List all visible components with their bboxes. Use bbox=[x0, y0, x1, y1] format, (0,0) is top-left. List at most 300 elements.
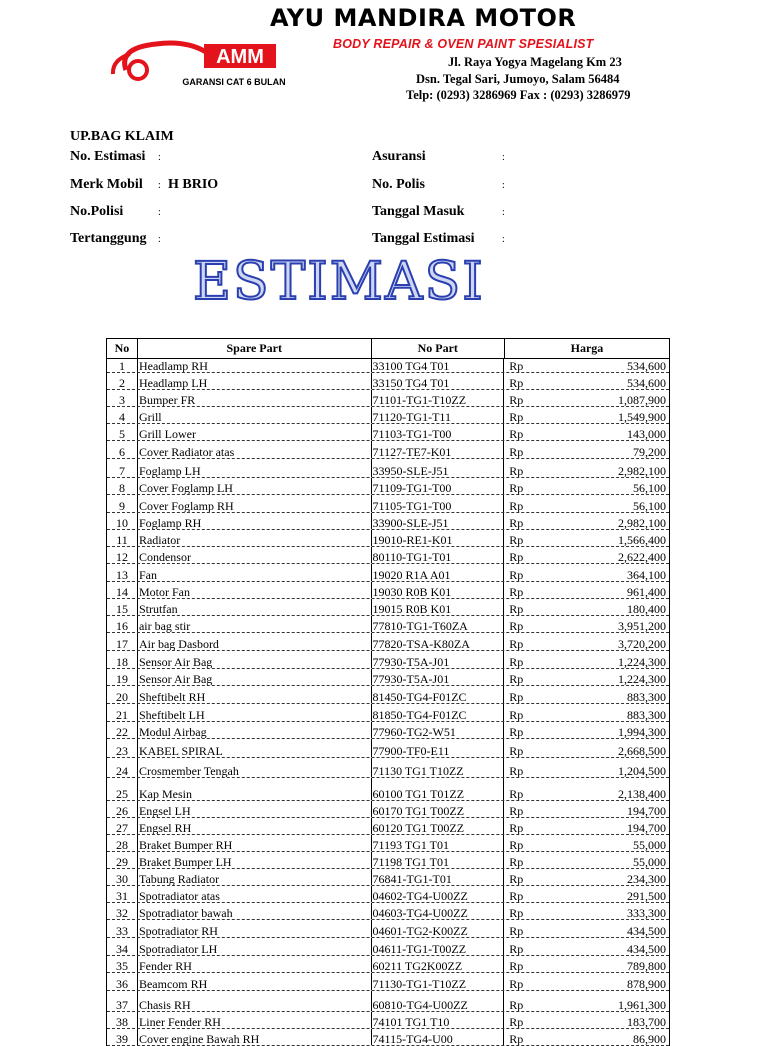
no-polis-label: No. Polis bbox=[372, 177, 425, 192]
company-logo bbox=[108, 30, 308, 96]
row-spare-part: Grill bbox=[138, 407, 372, 423]
row-currency: Rp bbox=[509, 516, 524, 529]
table-row bbox=[107, 704, 669, 722]
row-no-part: 71101-TG1-T10ZZ bbox=[372, 390, 505, 406]
row-spare-part: Headlamp LH bbox=[138, 373, 372, 389]
row-harga bbox=[504, 669, 669, 685]
row-spare-part: Engsel LH bbox=[138, 801, 372, 817]
row-no: 2 bbox=[107, 373, 138, 389]
row-no: 36 bbox=[107, 973, 138, 990]
table-row bbox=[107, 852, 669, 869]
row-no-part: 04611-TG1-T00ZZ bbox=[372, 938, 505, 955]
row-no-part: 80110-TG1-T01 bbox=[372, 547, 505, 563]
row-harga bbox=[504, 835, 669, 851]
row-amount: 961,400 bbox=[627, 585, 667, 598]
row-spare-part: Air bag Dasbord bbox=[138, 633, 372, 650]
row-amount: 364,100 bbox=[627, 568, 667, 581]
row-amount: 1,566,400 bbox=[618, 533, 667, 546]
address-line-3: Telp: (0293) 3286969 Fax : (0293) 3286979 bbox=[406, 88, 631, 102]
row-no-part: 71120-TG1-T11 bbox=[372, 407, 505, 423]
row-currency: Rp bbox=[509, 602, 524, 615]
row-no-part: 81850-TG4-F01ZC bbox=[372, 704, 505, 721]
row-spare-part: Condensor bbox=[138, 547, 372, 563]
row-spare-part: Cover Radiator atas bbox=[138, 441, 372, 458]
row-harga bbox=[504, 869, 669, 885]
row-spare-part: Spotradiator bawah bbox=[138, 903, 372, 919]
row-harga bbox=[504, 1012, 669, 1028]
row-no-part: 71103-TG1-T00 bbox=[372, 424, 505, 440]
row-currency: Rp bbox=[509, 376, 524, 389]
row-spare-part: Beamcom RH bbox=[138, 973, 372, 990]
row-no-part: 77900-TF0-E11 bbox=[372, 739, 505, 757]
row-harga bbox=[504, 758, 669, 777]
row-spare-part: Sensor Air Bag bbox=[138, 651, 372, 668]
row-amount: 1,961,300 bbox=[618, 998, 667, 1011]
row-amount: 55,000 bbox=[633, 855, 667, 868]
row-harga bbox=[504, 459, 669, 477]
row-amount: 1,549,900 bbox=[618, 410, 667, 423]
company-name: AYU MANDIRA MOTOR bbox=[270, 4, 577, 32]
row-harga bbox=[504, 530, 669, 546]
row-no-part: 77930-T5A-J01 bbox=[372, 669, 505, 685]
table-row bbox=[107, 739, 669, 758]
table-body bbox=[107, 359, 669, 1046]
no-estimasi-label: No. Estimasi bbox=[70, 149, 146, 164]
row-currency: Rp bbox=[509, 744, 524, 757]
row-currency: Rp bbox=[509, 690, 524, 703]
row-amount: 143,000 bbox=[627, 427, 667, 440]
row-no: 8 bbox=[107, 478, 138, 494]
row-no-part: 19020 R1A A01 bbox=[372, 564, 505, 581]
row-amount: 180,400 bbox=[627, 602, 667, 615]
row-currency: Rp bbox=[509, 804, 524, 817]
row-currency: Rp bbox=[509, 959, 524, 972]
row-currency: Rp bbox=[509, 1015, 524, 1028]
row-no: 31 bbox=[107, 886, 138, 902]
row-spare-part: Fender RH bbox=[138, 956, 372, 972]
row-no: 4 bbox=[107, 407, 138, 423]
row-currency: Rp bbox=[509, 889, 524, 902]
row-currency: Rp bbox=[509, 764, 524, 777]
row-no-part: 60170 TG1 T00ZZ bbox=[372, 801, 505, 817]
row-no-part: 71105-TG1-T00 bbox=[372, 495, 505, 512]
row-no: 5 bbox=[107, 424, 138, 440]
row-harga bbox=[504, 818, 669, 834]
row-no: 19 bbox=[107, 669, 138, 685]
table-row bbox=[107, 633, 669, 651]
row-no-part: 60120 TG1 T00ZZ bbox=[372, 818, 505, 834]
row-currency: Rp bbox=[509, 655, 524, 668]
row-currency: Rp bbox=[509, 359, 524, 372]
row-spare-part: Sheftibelt LH bbox=[138, 704, 372, 721]
row-currency: Rp bbox=[509, 481, 524, 494]
address-line-2: Dsn. Tegal Sari, Jumoyo, Salam 56484 bbox=[416, 72, 620, 86]
row-spare-part: air bag stir bbox=[138, 616, 372, 632]
table-row bbox=[107, 973, 669, 991]
table-row bbox=[107, 407, 669, 424]
row-no-part: 71127-TE7-K01 bbox=[372, 441, 505, 458]
row-amount: 1,204,500 bbox=[618, 764, 667, 777]
row-harga bbox=[504, 495, 669, 512]
row-currency: Rp bbox=[509, 550, 524, 563]
row-harga bbox=[504, 686, 669, 703]
row-amount: 2,982,100 bbox=[618, 464, 667, 477]
row-amount: 194,700 bbox=[627, 804, 667, 817]
row-harga bbox=[504, 852, 669, 868]
row-no: 24 bbox=[107, 758, 138, 777]
table-row bbox=[107, 818, 669, 835]
row-harga bbox=[504, 704, 669, 721]
row-no: 21 bbox=[107, 704, 138, 721]
table-row bbox=[107, 956, 669, 973]
table-row bbox=[107, 424, 669, 441]
row-harga bbox=[504, 651, 669, 668]
row-harga bbox=[504, 938, 669, 955]
row-amount: 2,138,400 bbox=[618, 787, 667, 800]
row-currency: Rp bbox=[509, 672, 524, 685]
row-no: 11 bbox=[107, 530, 138, 546]
header-no-part: No Part bbox=[372, 339, 505, 358]
address-line-1: Jl. Raya Yogya Magelang Km 23 bbox=[448, 55, 622, 69]
row-no: 16 bbox=[107, 616, 138, 632]
row-no-part: 77820-TSA-K80ZA bbox=[372, 633, 505, 650]
row-no: 25 bbox=[107, 778, 138, 800]
header-spare-part: Spare Part bbox=[138, 339, 372, 358]
row-currency: Rp bbox=[509, 637, 524, 650]
row-amount: 534,600 bbox=[627, 359, 667, 372]
table-row bbox=[107, 651, 669, 669]
row-currency: Rp bbox=[509, 998, 524, 1011]
row-currency: Rp bbox=[509, 568, 524, 581]
nopol-colon: : bbox=[158, 207, 161, 218]
row-currency: Rp bbox=[509, 924, 524, 937]
row-no: 7 bbox=[107, 459, 138, 477]
row-amount: 434,500 bbox=[627, 942, 667, 955]
table-row bbox=[107, 390, 669, 407]
row-no: 14 bbox=[107, 582, 138, 598]
parts-table bbox=[106, 338, 670, 1046]
tertanggung-label: Tertanggung bbox=[70, 231, 147, 246]
logo-subtext: GARANSI CAT 6 BULAN bbox=[182, 77, 286, 87]
row-no-part: 19015 R0B K01 bbox=[372, 599, 505, 615]
row-spare-part: Spotradiator LH bbox=[138, 938, 372, 955]
row-no: 15 bbox=[107, 599, 138, 615]
row-no-part: 74115-TG4-U00 bbox=[372, 1029, 505, 1045]
row-harga bbox=[504, 956, 669, 972]
table-row bbox=[107, 869, 669, 886]
merk-label: Merk Mobil bbox=[70, 177, 143, 192]
row-no: 23 bbox=[107, 739, 138, 757]
row-harga bbox=[504, 407, 669, 423]
row-no: 26 bbox=[107, 801, 138, 817]
row-spare-part: Modul Airbag bbox=[138, 722, 372, 738]
table-row bbox=[107, 564, 669, 582]
table-row bbox=[107, 582, 669, 599]
row-spare-part: Motor Fan bbox=[138, 582, 372, 598]
row-amount: 291,500 bbox=[627, 889, 667, 902]
table-row bbox=[107, 459, 669, 478]
row-harga bbox=[504, 582, 669, 598]
row-no-part: 74101 TG1 T10 bbox=[372, 1012, 505, 1028]
row-harga bbox=[504, 886, 669, 902]
table-row bbox=[107, 599, 669, 616]
row-currency: Rp bbox=[509, 464, 524, 477]
row-harga bbox=[504, 722, 669, 738]
row-harga bbox=[504, 599, 669, 615]
logo-text: AMM bbox=[216, 46, 264, 68]
row-amount: 1,224,300 bbox=[618, 655, 667, 668]
row-currency: Rp bbox=[509, 708, 524, 721]
row-no-part: 04603-TG4-U00ZZ bbox=[372, 903, 505, 919]
tgl-masuk-colon: : bbox=[502, 207, 505, 218]
row-harga bbox=[504, 739, 669, 757]
table-header bbox=[107, 339, 669, 359]
table-row bbox=[107, 938, 669, 956]
row-amount: 1,994,300 bbox=[618, 725, 667, 738]
row-no-part: 33150 TG4 T01 bbox=[372, 373, 505, 389]
row-spare-part: Grill Lower bbox=[138, 424, 372, 440]
row-spare-part: Spotradiator atas bbox=[138, 886, 372, 902]
row-harga bbox=[504, 441, 669, 458]
row-amount: 194,700 bbox=[627, 821, 667, 834]
row-harga bbox=[504, 633, 669, 650]
row-no-part: 71198 TG1 T01 bbox=[372, 852, 505, 868]
row-amount: 2,982,100 bbox=[618, 516, 667, 529]
row-no-part: 60100 TG1 T01ZZ bbox=[372, 778, 505, 800]
row-harga bbox=[504, 1029, 669, 1045]
row-spare-part: KABEL SPIRAL bbox=[138, 739, 372, 757]
table-row bbox=[107, 835, 669, 852]
row-harga bbox=[504, 547, 669, 563]
row-currency: Rp bbox=[509, 585, 524, 598]
row-currency: Rp bbox=[509, 499, 524, 512]
row-harga bbox=[504, 359, 669, 372]
table-row bbox=[107, 616, 669, 633]
table-row bbox=[107, 1029, 669, 1046]
row-spare-part: Braket Bumper RH bbox=[138, 835, 372, 851]
row-amount: 789,800 bbox=[627, 959, 667, 972]
merk-colon: : bbox=[158, 180, 161, 191]
row-harga bbox=[504, 373, 669, 389]
row-amount: 3,720,200 bbox=[618, 637, 667, 650]
row-amount: 1,087,900 bbox=[618, 393, 667, 406]
row-spare-part: Sheftibelt RH bbox=[138, 686, 372, 703]
row-no: 27 bbox=[107, 818, 138, 834]
row-no-part: 77810-TG1-T60ZA bbox=[372, 616, 505, 632]
table-row bbox=[107, 686, 669, 704]
row-amount: 234,300 bbox=[627, 872, 667, 885]
tgl-masuk-label: Tanggal Masuk bbox=[372, 204, 465, 219]
row-no: 28 bbox=[107, 835, 138, 851]
table-row bbox=[107, 373, 669, 390]
row-spare-part: Tabung Radiator bbox=[138, 869, 372, 885]
row-no: 32 bbox=[107, 903, 138, 919]
row-amount: 434,500 bbox=[627, 924, 667, 937]
table-row bbox=[107, 1012, 669, 1029]
table-row bbox=[107, 513, 669, 530]
row-harga bbox=[504, 920, 669, 937]
row-harga bbox=[504, 991, 669, 1011]
row-amount: 2,622,400 bbox=[618, 550, 667, 563]
row-currency: Rp bbox=[509, 855, 524, 868]
row-currency: Rp bbox=[509, 427, 524, 440]
row-no: 3 bbox=[107, 390, 138, 406]
no-estimasi-colon: : bbox=[158, 152, 161, 163]
row-no-part: 77960-TG2-W51 bbox=[372, 722, 505, 738]
table-row bbox=[107, 495, 669, 513]
row-spare-part: Chasis RH bbox=[138, 991, 372, 1011]
row-no-part: 60211 TG2K00ZZ bbox=[372, 956, 505, 972]
row-no: 35 bbox=[107, 956, 138, 972]
row-no-part: 71130 TG1 T10ZZ bbox=[372, 758, 505, 777]
header-harga: Harga bbox=[570, 341, 604, 355]
merk-value: H BRIO bbox=[168, 177, 219, 192]
row-no: 33 bbox=[107, 920, 138, 937]
row-amount: 883,300 bbox=[627, 690, 667, 703]
row-no: 9 bbox=[107, 495, 138, 512]
nopol-label: No.Polisi bbox=[70, 204, 124, 219]
row-spare-part: Crosmember Tengah bbox=[138, 758, 372, 777]
table-row bbox=[107, 547, 669, 564]
row-spare-part: Fan bbox=[138, 564, 372, 581]
header-no: No bbox=[107, 339, 138, 358]
row-no: 30 bbox=[107, 869, 138, 885]
row-no-part: 60810-TG4-U00ZZ bbox=[372, 991, 505, 1011]
tertanggung-colon: : bbox=[158, 234, 161, 245]
row-spare-part: Braket Bumper LH bbox=[138, 852, 372, 868]
row-no: 12 bbox=[107, 547, 138, 563]
row-harga bbox=[504, 424, 669, 440]
row-no: 17 bbox=[107, 633, 138, 650]
row-harga bbox=[504, 390, 669, 406]
table-row bbox=[107, 886, 669, 903]
table-row bbox=[107, 758, 669, 778]
row-currency: Rp bbox=[509, 410, 524, 423]
row-amount: 55,000 bbox=[633, 838, 667, 851]
estimate-title: ESTIMASI bbox=[193, 252, 485, 312]
row-no-part: 33950-SLE-J51 bbox=[372, 459, 505, 477]
row-harga bbox=[504, 616, 669, 632]
table-row bbox=[107, 778, 669, 801]
table-row bbox=[107, 441, 669, 459]
row-harga bbox=[504, 778, 669, 800]
asuransi-label: Asuransi bbox=[372, 149, 426, 164]
row-no: 37 bbox=[107, 991, 138, 1011]
row-amount: 86,900 bbox=[633, 1032, 667, 1045]
tgl-estimasi-colon: : bbox=[502, 234, 505, 245]
row-spare-part: Engsel RH bbox=[138, 818, 372, 834]
row-currency: Rp bbox=[509, 838, 524, 851]
row-currency: Rp bbox=[509, 942, 524, 955]
row-amount: 2,668,500 bbox=[618, 744, 667, 757]
row-spare-part: Headlamp RH bbox=[138, 359, 372, 372]
row-currency: Rp bbox=[509, 725, 524, 738]
row-no-part: 33100 TG4 T01 bbox=[372, 359, 505, 372]
row-no: 22 bbox=[107, 722, 138, 738]
row-no-part: 71193 TG1 T01 bbox=[372, 835, 505, 851]
row-currency: Rp bbox=[509, 872, 524, 885]
table-row bbox=[107, 920, 669, 938]
row-no: 6 bbox=[107, 441, 138, 458]
row-no-part: 04601-TG2-K00ZZ bbox=[372, 920, 505, 937]
row-no-part: 77930-T5A-J01 bbox=[372, 651, 505, 668]
row-spare-part: Radiator bbox=[138, 530, 372, 546]
table-row bbox=[107, 669, 669, 686]
row-no-part: 33900-SLE-J51 bbox=[372, 513, 505, 529]
row-currency: Rp bbox=[509, 1032, 524, 1045]
row-harga bbox=[504, 973, 669, 990]
row-no-part: 19010-RE1-K01 bbox=[372, 530, 505, 546]
row-harga bbox=[504, 903, 669, 919]
row-harga bbox=[504, 564, 669, 581]
row-currency: Rp bbox=[509, 619, 524, 632]
row-harga bbox=[504, 513, 669, 529]
row-harga bbox=[504, 478, 669, 494]
row-amount: 79,200 bbox=[633, 445, 667, 458]
row-spare-part: Bumper FR bbox=[138, 390, 372, 406]
row-no: 10 bbox=[107, 513, 138, 529]
row-no-part: 71109-TG1-T00 bbox=[372, 478, 505, 494]
row-no: 13 bbox=[107, 564, 138, 581]
row-no: 20 bbox=[107, 686, 138, 703]
table-row bbox=[107, 801, 669, 818]
row-amount: 878,900 bbox=[627, 977, 667, 990]
asuransi-colon: : bbox=[502, 152, 505, 163]
row-spare-part: Cover engine Bawah RH bbox=[138, 1029, 372, 1045]
table-row bbox=[107, 478, 669, 495]
row-no-part: 19030 R0B K01 bbox=[372, 582, 505, 598]
table-row bbox=[107, 903, 669, 920]
row-no: 29 bbox=[107, 852, 138, 868]
row-spare-part: Cover Foglamp LH bbox=[138, 478, 372, 494]
row-amount: 183,700 bbox=[627, 1015, 667, 1028]
row-spare-part: Foglamp LH bbox=[138, 459, 372, 477]
no-polis-colon: : bbox=[502, 180, 505, 191]
table-row bbox=[107, 359, 669, 373]
row-spare-part: Foglamp RH bbox=[138, 513, 372, 529]
row-no: 34 bbox=[107, 938, 138, 955]
row-no-part: 04602-TG4-U00ZZ bbox=[372, 886, 505, 902]
row-no-part: 71130-TG1-T10ZZ bbox=[372, 973, 505, 990]
tgl-estimasi-label: Tanggal Estimasi bbox=[372, 231, 475, 246]
row-currency: Rp bbox=[509, 445, 524, 458]
row-no-part: 81450-TG4-F01ZC bbox=[372, 686, 505, 703]
row-spare-part: Sensor Air Bag bbox=[138, 669, 372, 685]
row-amount: 883,300 bbox=[627, 708, 667, 721]
row-currency: Rp bbox=[509, 533, 524, 546]
row-no: 39 bbox=[107, 1029, 138, 1045]
row-no: 1 bbox=[107, 359, 138, 372]
row-currency: Rp bbox=[509, 787, 524, 800]
row-no: 18 bbox=[107, 651, 138, 668]
row-amount: 534,600 bbox=[627, 376, 667, 389]
row-currency: Rp bbox=[509, 821, 524, 834]
row-no: 38 bbox=[107, 1012, 138, 1028]
row-spare-part: Cover Foglamp RH bbox=[138, 495, 372, 512]
table-row bbox=[107, 991, 669, 1012]
row-amount: 1,224,300 bbox=[618, 672, 667, 685]
row-no-part: 76841-TG1-T01 bbox=[372, 869, 505, 885]
row-amount: 3,951,200 bbox=[618, 619, 667, 632]
row-currency: Rp bbox=[509, 977, 524, 990]
company-tagline: BODY REPAIR & OVEN PAINT SPESIALIST bbox=[333, 37, 594, 51]
section-title: UP.BAG KLAIM bbox=[70, 129, 174, 144]
row-amount: 333,300 bbox=[627, 906, 667, 919]
row-spare-part: Kap Mesin bbox=[138, 778, 372, 800]
row-spare-part: Liner Fender RH bbox=[138, 1012, 372, 1028]
row-harga bbox=[504, 801, 669, 817]
row-amount: 56,100 bbox=[633, 499, 667, 512]
